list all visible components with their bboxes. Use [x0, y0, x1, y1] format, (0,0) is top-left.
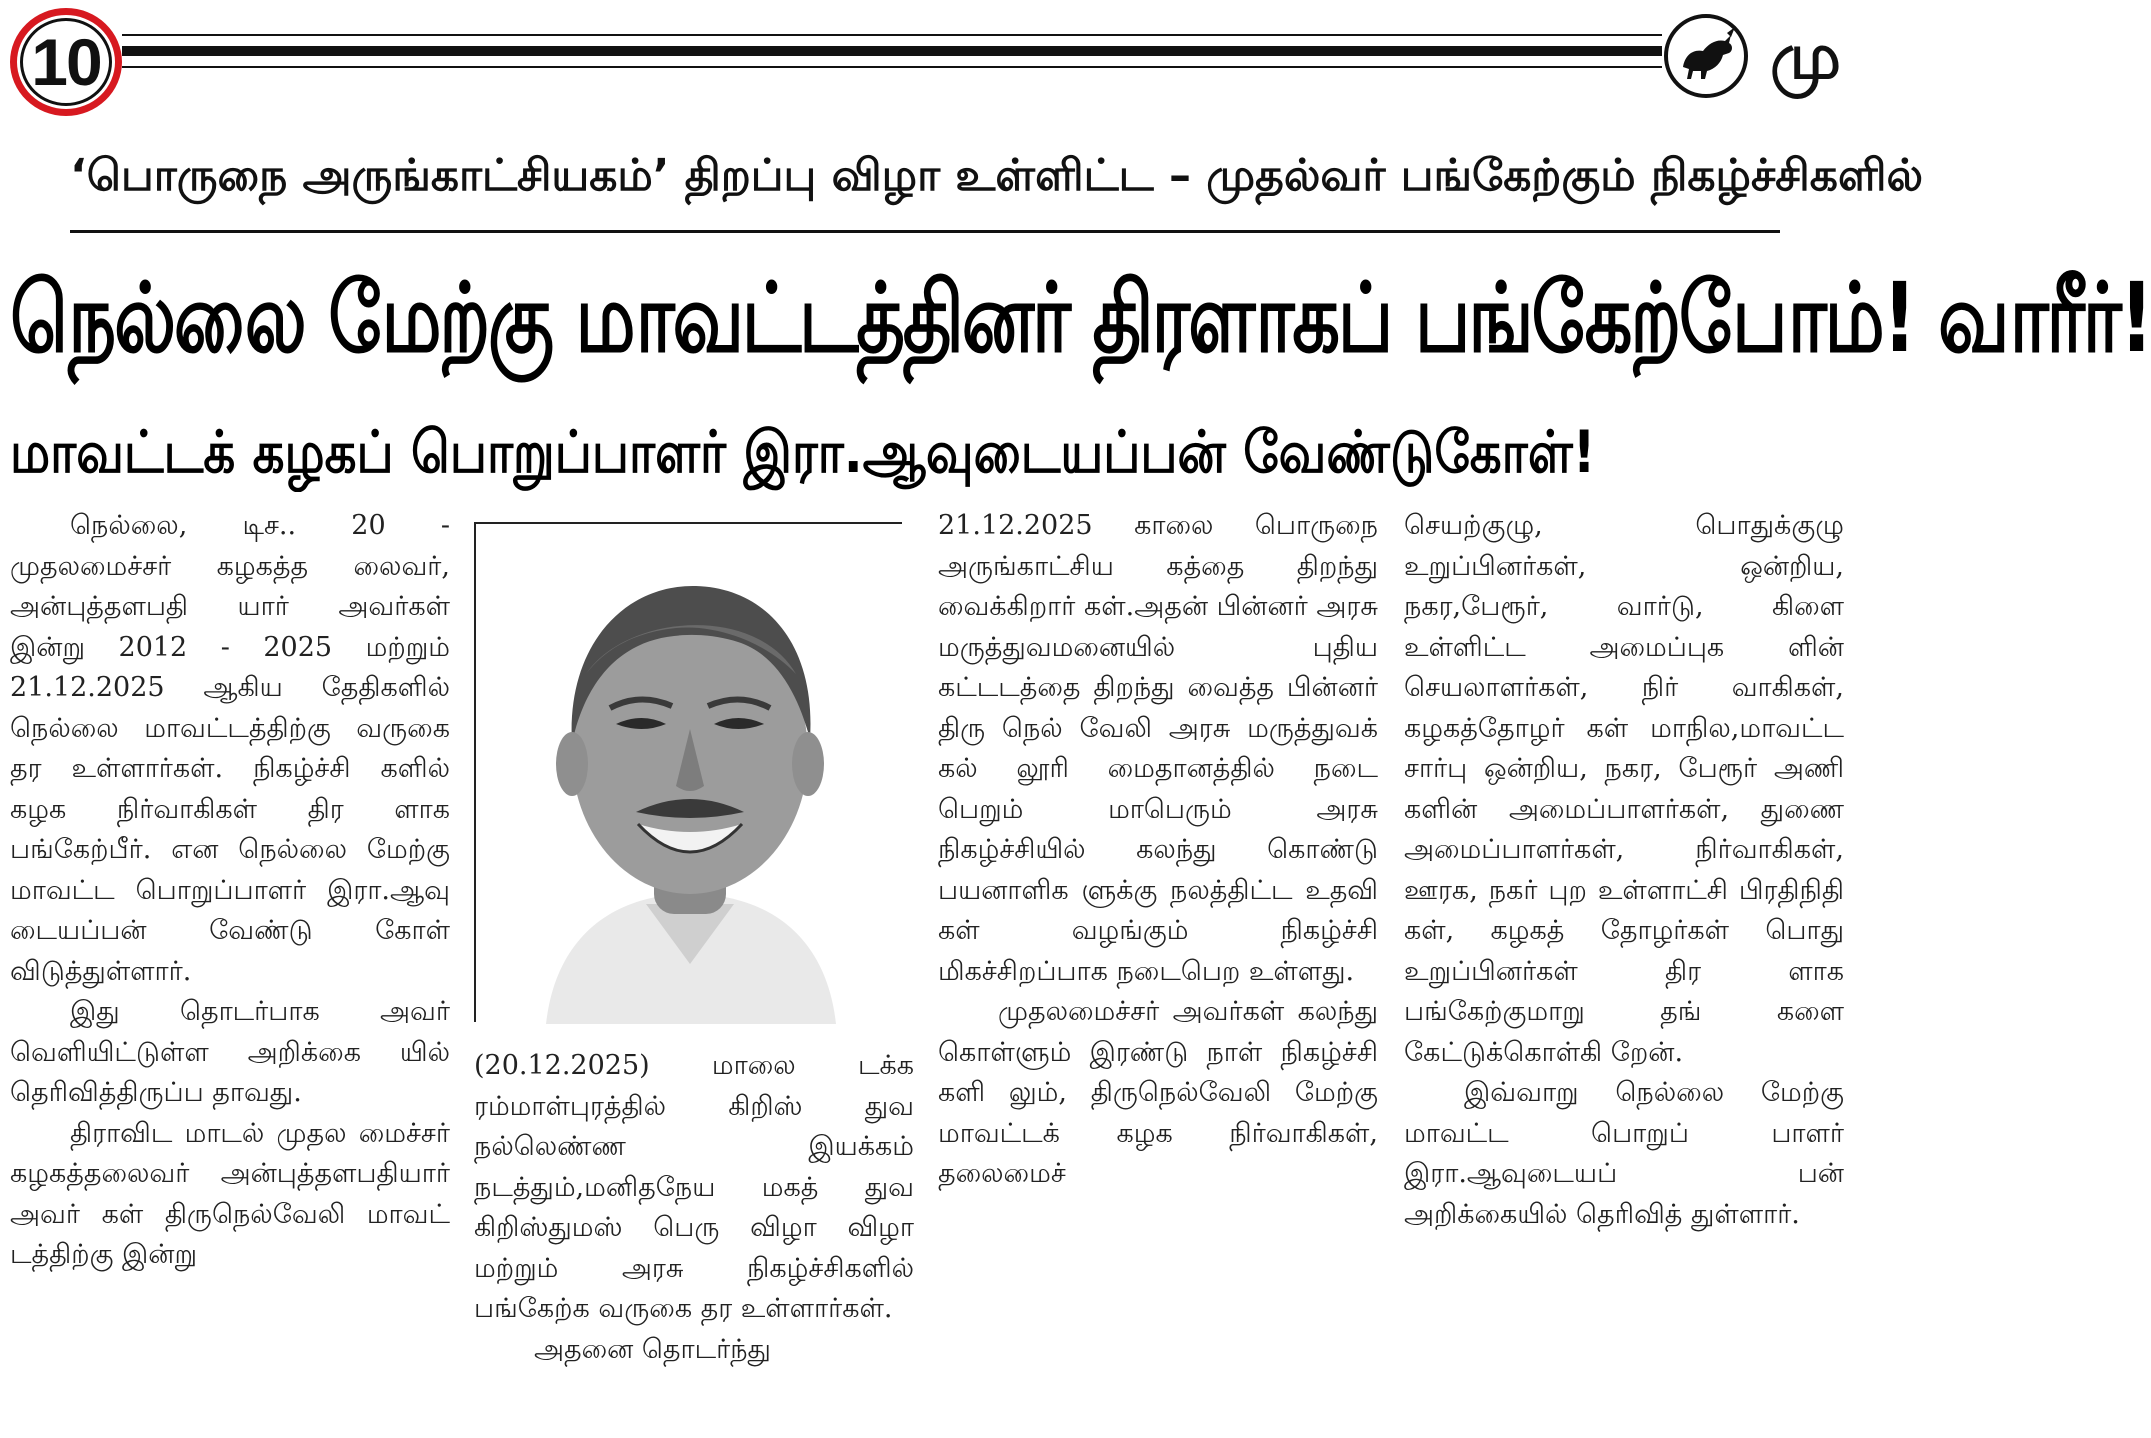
- article-paragraph: (20.12.2025) மாலை டக்க ரம்மாள்புரத்தில் கிறிஸ் துவ நல்லெண்ண இயக்கம் நடத்தும்,மனிதநேய மகத் துவ கிறிஸ்துமஸ் பெரு விழா விழா மற்றும் அரசு நிகழ்ச்சிகளில் பங்கேற்க வருகை தர உள்ளார்கள்.: [474, 1050, 914, 1324]
- sub-headline: மாவட்டக் கழகப் பொறுப்பாளர் இரா.ஆவுடையப்பன் வேண்டுகோள்!: [10, 418, 1596, 486]
- page-number: 10: [20, 18, 112, 106]
- article-paragraph: முதலமைச்சர் அவர்கள் கலந்து கொள்ளும் இரண்டு நாள் நிகழ்ச்சி களி லும், திருநெல்வேலி மேற்கு மாவட்டக் கழக நிர்வாகிகள், தலைமைச்: [938, 996, 1378, 1189]
- article-column-2: [474, 1046, 914, 1370]
- masthead-rule: [122, 46, 1662, 56]
- masthead-rule: [122, 66, 1662, 68]
- article-paragraph: அதனை தொடர்ந்து: [534, 1333, 771, 1365]
- article-column-3: [938, 506, 1378, 1195]
- article-paragraph: 21.12.2025 காலை பொருநை அருங்காட்சிய கத்தை திறந்து வைக்கிறார் கள்.அதன் பின்னர் அரசு மருத்துவமனையில் புதிய கட்டடத்தை திறந்து வைத்த பின்னர் திரு நெல் வேலி அரசு மருத்துவக் கல் லூரி மைதானத்தில் நடை பெறும் மாபெரும் அரசு நிகழ்ச்சியில் கலந்து கொண்டு பயனாளிக ளுக்கு நலத்திட்ட உதவி கள் வழங்கும் நிகழ்ச்சி மிகச்சிறப்பாக நடைபெற உள்ளது.: [938, 510, 1378, 987]
- article-paragraph: இவ்வாறு நெல்லை மேற்கு மாவட்ட பொறுப் பாளர் இரா.ஆவுடையப் பன் அறிக்கையில் தெரிவித் துள்ளார்.: [1404, 1077, 1844, 1230]
- article-column-4: [1404, 506, 1844, 1235]
- bull-emblem-icon: [1664, 14, 1748, 98]
- masthead-rule: [122, 34, 1662, 36]
- masthead: [0, 0, 1842, 130]
- masthead-title-fragment: மு: [1770, 20, 1842, 94]
- article-paragraph: நெல்லை, டிச.. 20 - முதலமைச்சர் கழகத்த லைவர், அன்புத்தளபதி யார் அவர்கள் இன்று 2012 - 2025 மற்றும் 21.12.2025 ஆகிய தேதிகளில் நெல்லை மாவட்டத்திற்கு வருகை தர உள்ளார்கள். நிகழ்ச்சி களில் கழக நிர்வாகிகள் திர ளாக பங்கேற்பீர். என நெல்லை மேற்கு மாவட்ட பொறுப்பாளர் இரா.ஆவு டையப்பன் வேண்டு கோள் விடுத்துள்ளார்.: [10, 510, 450, 987]
- article-paragraph: இது தொடர்பாக அவர் வெளியிட்டுள்ள அறிக்கை யில் தெரிவித்திருப்ப தாவது.: [10, 996, 450, 1108]
- portrait-photo: [474, 522, 902, 1022]
- article-paragraph: திராவிட மாடல் முதல மைச்சர் கழகத்தலைவர் அன்புத்தளபதியார் அவர் கள் திருநெல்வேலி மாவட் டத்திற்கு இன்று: [10, 1117, 450, 1270]
- article-paragraph: செயற்குழு, பொதுக்குழு உறுப்பினர்கள், ஒன்றிய, நகர,பேரூர், வார்டு, கிளை உள்ளிட்ட அமைப்புக ளின் செயலாளர்கள், நிர் வாகிகள், கழகத்தோழர் கள் மாநில,மாவட்ட சார்பு ஒன்றிய, நகர, பேரூர் அணி களின் அமைப்பாளர்கள், துணை அமைப்பாளர்கள், நிர்வாகிகள், ஊரக, நகர் புற உள்ளாட்சி பிரதிநிதி கள், கழகத் தோழர்கள் பொது உறுப்பினர்கள் திர ளாக பங்கேற்குமாறு தங் களை கேட்டுக்கொள்கி றேன்.: [1404, 510, 1844, 1068]
- article-column-1: [10, 506, 450, 1276]
- kicker-rule: [70, 230, 1780, 233]
- kicker-headline: ‘பொருநை அருங்காட்சியகம்’ திறப்பு விழா உள்ளிட்ட – முதல்வர் பங்கேற்கும் நிகழ்ச்சிகளில்: [70, 150, 1924, 201]
- bull-emblem-svg: [1671, 21, 1741, 91]
- main-headline: நெல்லை மேற்கு மாவட்டத்தினர் திரளாகப் பங்கேற்போம்! வாரீர்!: [10, 262, 2151, 374]
- page-number-badge: [10, 8, 122, 116]
- portrait-image: [476, 524, 904, 1024]
